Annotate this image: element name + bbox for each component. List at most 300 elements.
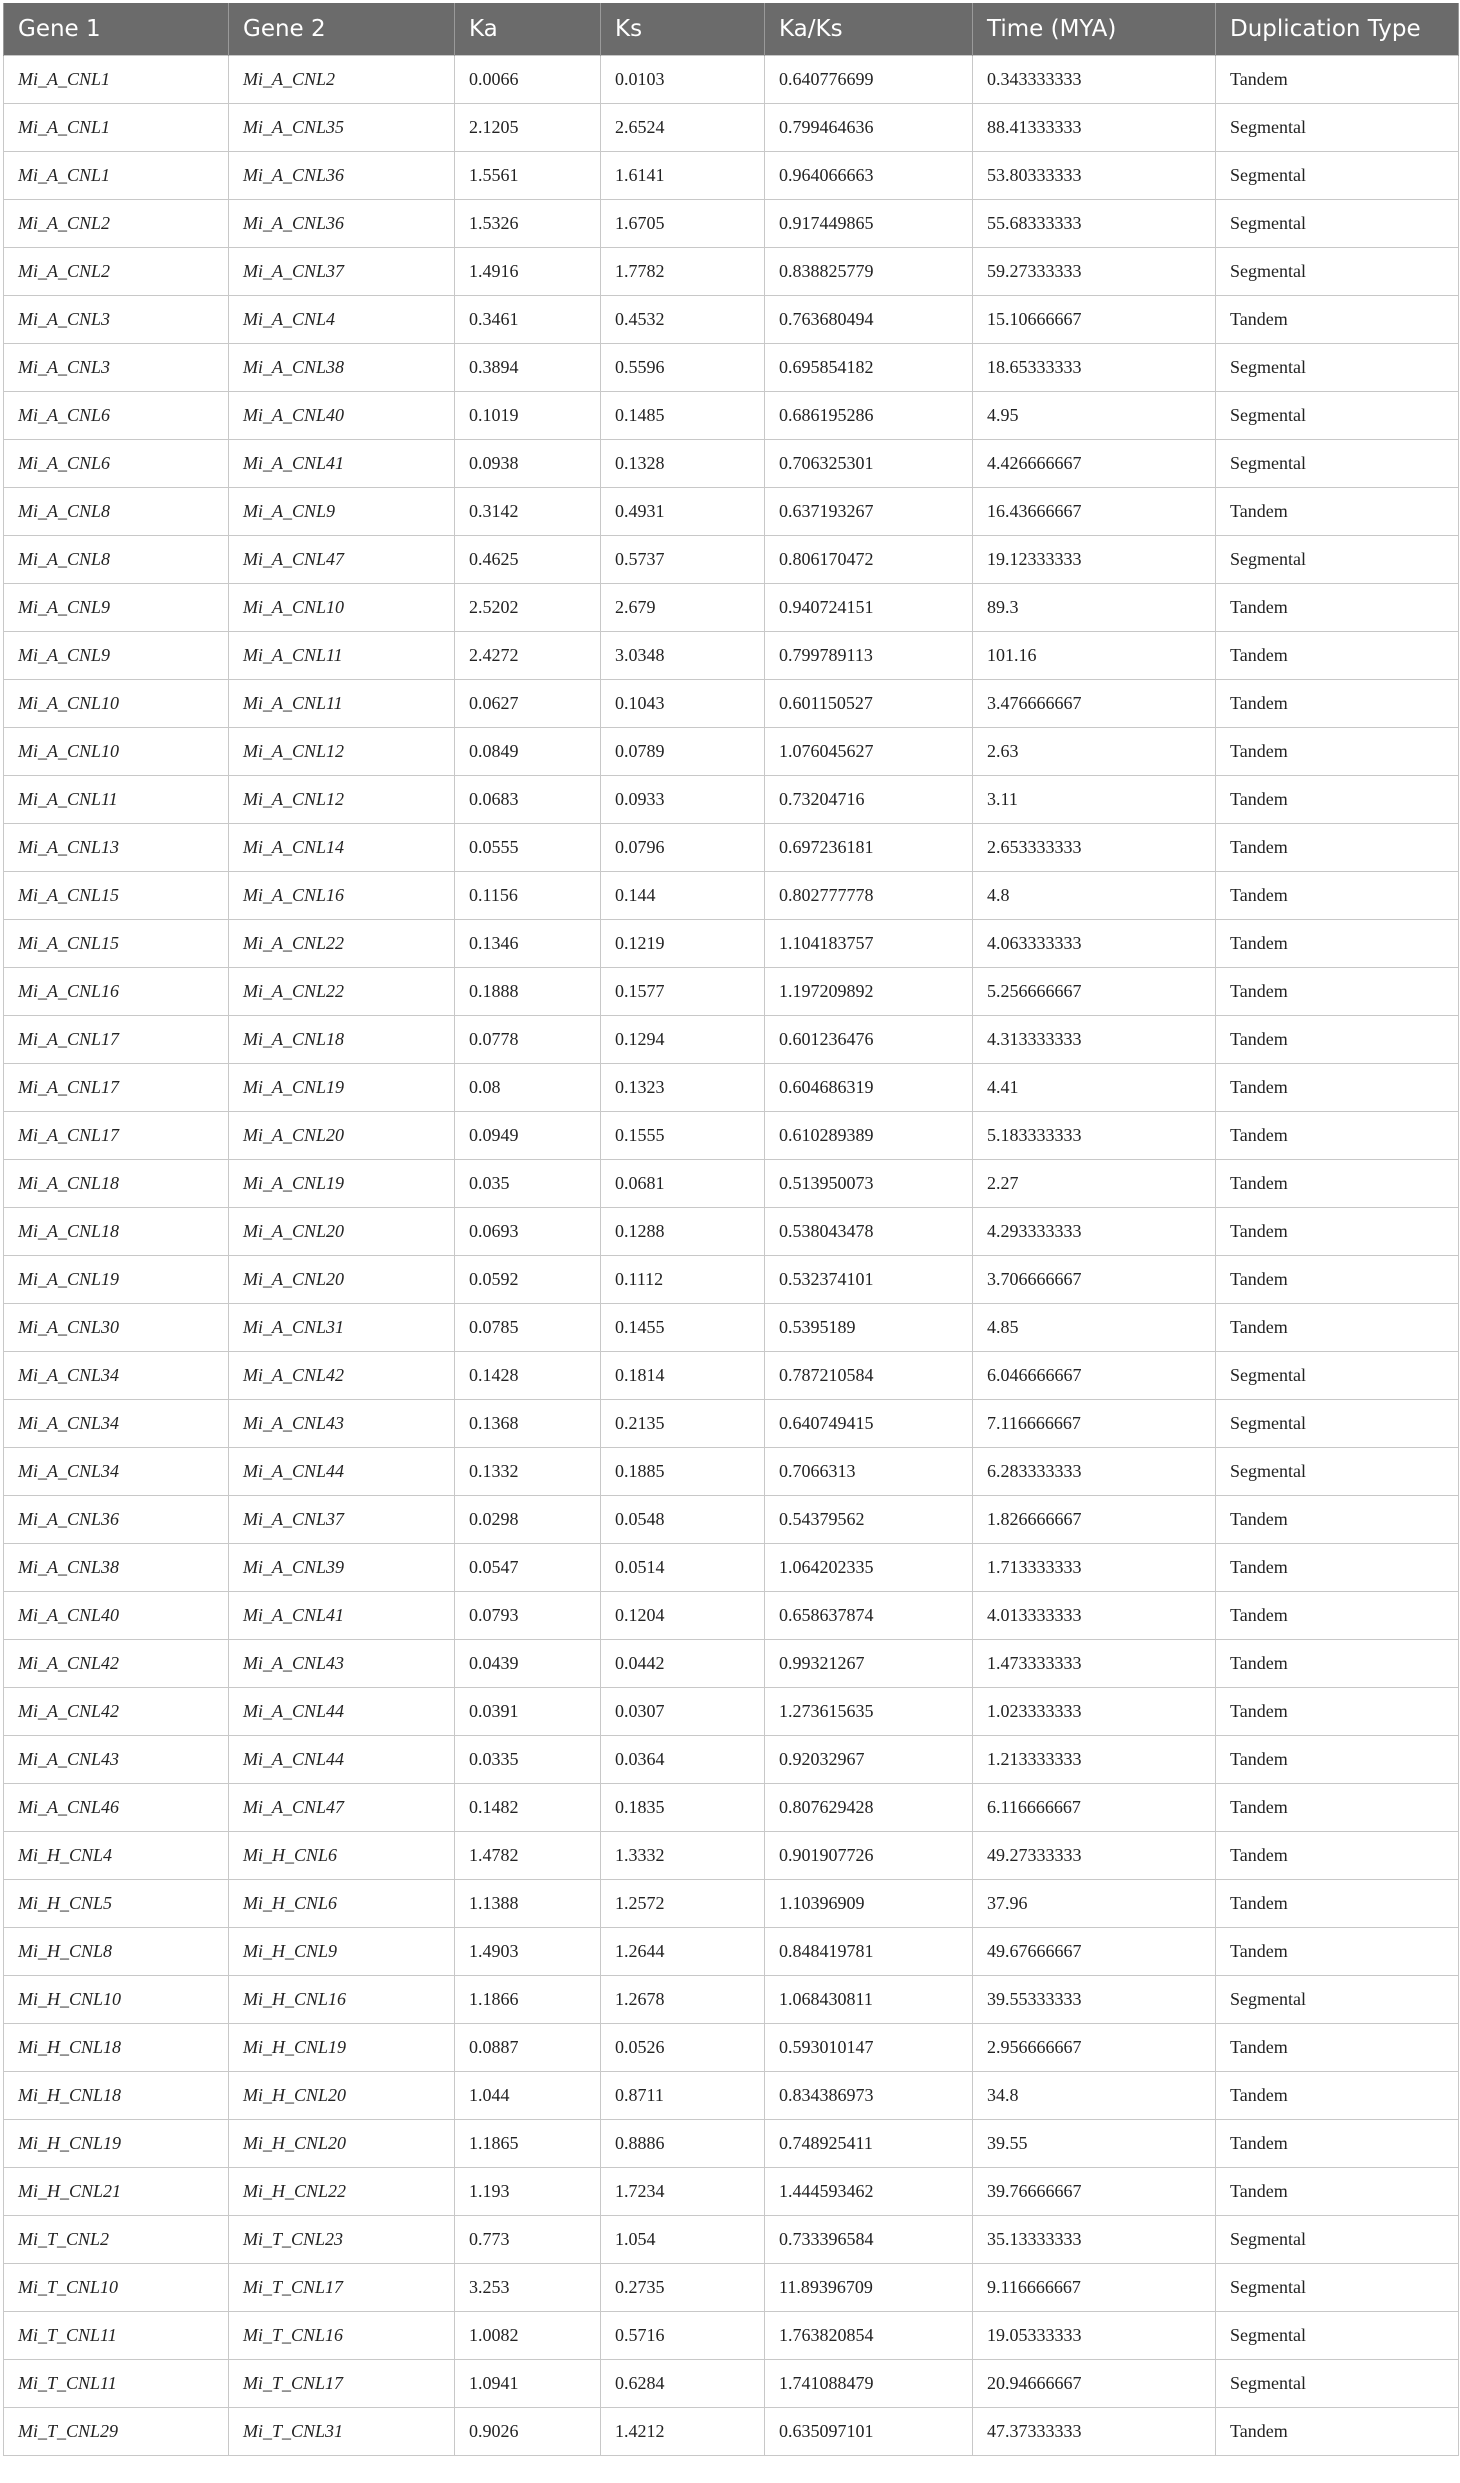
- time-cell: 3.706666667: [973, 1255, 1216, 1303]
- time-cell: 7.116666667: [973, 1399, 1216, 1447]
- gene-2-cell: Mi_H_CNL20: [229, 2071, 455, 2119]
- ks-cell: 0.0526: [601, 2023, 765, 2071]
- ka-ks-cell: 0.92032967: [765, 1735, 973, 1783]
- table-row: [4, 1015, 1459, 1063]
- table-row: [4, 2311, 1459, 2359]
- ka-cell: 3.253: [455, 2263, 601, 2311]
- table-row: [4, 1447, 1459, 1495]
- table-row: [4, 823, 1459, 871]
- time-cell: 53.80333333: [973, 151, 1216, 199]
- duplication-type-cell: Tandem: [1216, 1927, 1459, 1975]
- gene-1-cell: Mi_A_CNL16: [4, 967, 229, 1015]
- time-cell: 19.12333333: [973, 535, 1216, 583]
- duplication-type-cell: Segmental: [1216, 1399, 1459, 1447]
- time-cell: 6.116666667: [973, 1783, 1216, 1831]
- ka-cell: 0.1428: [455, 1351, 601, 1399]
- ka-ks-cell: 0.686195286: [765, 391, 973, 439]
- ks-cell: 0.5716: [601, 2311, 765, 2359]
- duplication-type-cell: Tandem: [1216, 1063, 1459, 1111]
- ks-cell: 1.6705: [601, 199, 765, 247]
- ka-cell: 1.4916: [455, 247, 601, 295]
- gene-1-cell: Mi_A_CNL9: [4, 631, 229, 679]
- duplication-type-cell: Tandem: [1216, 1159, 1459, 1207]
- time-cell: 16.43666667: [973, 487, 1216, 535]
- ka-cell: 0.0778: [455, 1015, 601, 1063]
- table-row: [4, 1735, 1459, 1783]
- time-cell: 34.8: [973, 2071, 1216, 2119]
- ka-cell: 0.0335: [455, 1735, 601, 1783]
- ka-ks-cell: 0.658637874: [765, 1591, 973, 1639]
- table-row: [4, 1207, 1459, 1255]
- ks-cell: 1.2644: [601, 1927, 765, 1975]
- time-cell: 39.55333333: [973, 1975, 1216, 2023]
- ks-cell: 0.2135: [601, 1399, 765, 1447]
- ka-cell: 0.0592: [455, 1255, 601, 1303]
- gene-duplication-table: [3, 3, 1459, 2456]
- ka-cell: 0.0391: [455, 1687, 601, 1735]
- ka-cell: 1.193: [455, 2167, 601, 2215]
- ka-ks-cell: 0.637193267: [765, 487, 973, 535]
- table-row: [4, 1159, 1459, 1207]
- time-cell: 6.283333333: [973, 1447, 1216, 1495]
- duplication-type-cell: Tandem: [1216, 919, 1459, 967]
- table-row: [4, 2071, 1459, 2119]
- time-cell: 4.013333333: [973, 1591, 1216, 1639]
- ka-ks-cell: 0.695854182: [765, 343, 973, 391]
- gene-2-cell: Mi_H_CNL9: [229, 1927, 455, 1975]
- gene-1-cell: Mi_A_CNL1: [4, 151, 229, 199]
- time-cell: 35.13333333: [973, 2215, 1216, 2263]
- ka-ks-cell: 0.807629428: [765, 1783, 973, 1831]
- gene-2-cell: Mi_A_CNL12: [229, 727, 455, 775]
- duplication-type-cell: Segmental: [1216, 151, 1459, 199]
- column-header-time: Time (MYA): [973, 3, 1216, 55]
- gene-2-cell: Mi_T_CNL17: [229, 2359, 455, 2407]
- gene-2-cell: Mi_T_CNL17: [229, 2263, 455, 2311]
- duplication-type-cell: Tandem: [1216, 1207, 1459, 1255]
- ks-cell: 0.1043: [601, 679, 765, 727]
- time-cell: 5.256666667: [973, 967, 1216, 1015]
- gene-2-cell: Mi_A_CNL44: [229, 1447, 455, 1495]
- ka-cell: 0.3894: [455, 343, 601, 391]
- gene-1-cell: Mi_A_CNL34: [4, 1351, 229, 1399]
- ka-ks-cell: 0.706325301: [765, 439, 973, 487]
- gene-1-cell: Mi_A_CNL19: [4, 1255, 229, 1303]
- table-row: [4, 1591, 1459, 1639]
- duplication-type-cell: Segmental: [1216, 2359, 1459, 2407]
- gene-2-cell: Mi_A_CNL39: [229, 1543, 455, 1591]
- ka-ks-cell: 1.741088479: [765, 2359, 973, 2407]
- table-row: [4, 2407, 1459, 2455]
- gene-1-cell: Mi_T_CNL2: [4, 2215, 229, 2263]
- gene-1-cell: Mi_A_CNL2: [4, 199, 229, 247]
- ka-ks-cell: 1.104183757: [765, 919, 973, 967]
- gene-2-cell: Mi_A_CNL4: [229, 295, 455, 343]
- table-row: [4, 103, 1459, 151]
- duplication-type-cell: Tandem: [1216, 1303, 1459, 1351]
- ka-cell: 0.1346: [455, 919, 601, 967]
- ks-cell: 0.1455: [601, 1303, 765, 1351]
- table-row: [4, 1687, 1459, 1735]
- table-row: [4, 679, 1459, 727]
- duplication-type-cell: Segmental: [1216, 535, 1459, 583]
- ks-cell: 3.0348: [601, 631, 765, 679]
- ka-cell: 0.08: [455, 1063, 601, 1111]
- time-cell: 4.8: [973, 871, 1216, 919]
- ka-cell: 1.5561: [455, 151, 601, 199]
- ks-cell: 0.0103: [601, 55, 765, 103]
- column-header-ka: Ka: [455, 3, 601, 55]
- ka-ks-cell: 0.917449865: [765, 199, 973, 247]
- ks-cell: 1.6141: [601, 151, 765, 199]
- gene-1-cell: Mi_A_CNL18: [4, 1207, 229, 1255]
- gene-2-cell: Mi_A_CNL20: [229, 1111, 455, 1159]
- table-row: [4, 775, 1459, 823]
- gene-1-cell: Mi_A_CNL40: [4, 1591, 229, 1639]
- gene-2-cell: Mi_T_CNL31: [229, 2407, 455, 2455]
- ka-cell: 0.0793: [455, 1591, 601, 1639]
- ks-cell: 0.4931: [601, 487, 765, 535]
- table-row: [4, 1399, 1459, 1447]
- gene-1-cell: Mi_T_CNL10: [4, 2263, 229, 2311]
- gene-1-cell: Mi_A_CNL13: [4, 823, 229, 871]
- gene-2-cell: Mi_A_CNL41: [229, 439, 455, 487]
- ka-ks-cell: 0.73204716: [765, 775, 973, 823]
- time-cell: 4.313333333: [973, 1015, 1216, 1063]
- table-body: [4, 55, 1459, 2455]
- ka-cell: 0.0785: [455, 1303, 601, 1351]
- time-cell: 4.063333333: [973, 919, 1216, 967]
- ka-ks-cell: 0.964066663: [765, 151, 973, 199]
- ka-ks-cell: 0.838825779: [765, 247, 973, 295]
- duplication-type-cell: Tandem: [1216, 1687, 1459, 1735]
- ka-cell: 1.1866: [455, 1975, 601, 2023]
- table-row: [4, 2119, 1459, 2167]
- ka-cell: 0.0683: [455, 775, 601, 823]
- time-cell: 18.65333333: [973, 343, 1216, 391]
- ka-ks-cell: 0.802777778: [765, 871, 973, 919]
- ka-ks-cell: 1.273615635: [765, 1687, 973, 1735]
- ka-ks-cell: 1.076045627: [765, 727, 973, 775]
- table-row: [4, 967, 1459, 1015]
- gene-1-cell: Mi_A_CNL2: [4, 247, 229, 295]
- ka-cell: 1.0082: [455, 2311, 601, 2359]
- gene-2-cell: Mi_A_CNL41: [229, 1591, 455, 1639]
- column-header-duplication-type: Duplication Type: [1216, 3, 1459, 55]
- table-row: [4, 2215, 1459, 2263]
- duplication-table-container: [3, 3, 1458, 2456]
- gene-1-cell: Mi_A_CNL6: [4, 391, 229, 439]
- table-row: [4, 2023, 1459, 2071]
- gene-1-cell: Mi_A_CNL9: [4, 583, 229, 631]
- gene-1-cell: Mi_A_CNL17: [4, 1111, 229, 1159]
- time-cell: 4.41: [973, 1063, 1216, 1111]
- duplication-type-cell: Tandem: [1216, 1735, 1459, 1783]
- gene-2-cell: Mi_A_CNL22: [229, 967, 455, 1015]
- duplication-type-cell: Segmental: [1216, 439, 1459, 487]
- ka-cell: 0.1332: [455, 1447, 601, 1495]
- duplication-type-cell: Tandem: [1216, 1591, 1459, 1639]
- time-cell: 39.55: [973, 2119, 1216, 2167]
- time-cell: 9.116666667: [973, 2263, 1216, 2311]
- ka-ks-cell: 0.901907726: [765, 1831, 973, 1879]
- time-cell: 49.67666667: [973, 1927, 1216, 1975]
- ka-cell: 0.3142: [455, 487, 601, 535]
- time-cell: 88.41333333: [973, 103, 1216, 151]
- table-header: [4, 3, 1459, 55]
- ka-cell: 1.1865: [455, 2119, 601, 2167]
- table-row: [4, 1783, 1459, 1831]
- gene-2-cell: Mi_A_CNL22: [229, 919, 455, 967]
- time-cell: 19.05333333: [973, 2311, 1216, 2359]
- ks-cell: 0.5737: [601, 535, 765, 583]
- gene-2-cell: Mi_A_CNL42: [229, 1351, 455, 1399]
- ka-cell: 1.0941: [455, 2359, 601, 2407]
- ks-cell: 0.144: [601, 871, 765, 919]
- time-cell: 4.95: [973, 391, 1216, 439]
- gene-2-cell: Mi_H_CNL6: [229, 1831, 455, 1879]
- time-cell: 15.10666667: [973, 295, 1216, 343]
- ka-cell: 0.1156: [455, 871, 601, 919]
- table-row: [4, 1111, 1459, 1159]
- duplication-type-cell: Segmental: [1216, 2311, 1459, 2359]
- gene-2-cell: Mi_A_CNL14: [229, 823, 455, 871]
- ka-ks-cell: 0.635097101: [765, 2407, 973, 2455]
- ka-ks-cell: 11.89396709: [765, 2263, 973, 2311]
- gene-2-cell: Mi_A_CNL11: [229, 679, 455, 727]
- duplication-type-cell: Tandem: [1216, 1255, 1459, 1303]
- ka-cell: 0.0949: [455, 1111, 601, 1159]
- table-row: [4, 631, 1459, 679]
- duplication-type-cell: Tandem: [1216, 1543, 1459, 1591]
- gene-2-cell: Mi_A_CNL36: [229, 199, 455, 247]
- duplication-type-cell: Tandem: [1216, 295, 1459, 343]
- ka-cell: 0.1482: [455, 1783, 601, 1831]
- ks-cell: 0.1555: [601, 1111, 765, 1159]
- gene-2-cell: Mi_A_CNL35: [229, 103, 455, 151]
- table-row: [4, 919, 1459, 967]
- ka-cell: 0.0066: [455, 55, 601, 103]
- ka-cell: 2.1205: [455, 103, 601, 151]
- time-cell: 47.37333333: [973, 2407, 1216, 2455]
- duplication-type-cell: Tandem: [1216, 631, 1459, 679]
- gene-2-cell: Mi_H_CNL22: [229, 2167, 455, 2215]
- duplication-type-cell: Tandem: [1216, 1639, 1459, 1687]
- gene-2-cell: Mi_T_CNL16: [229, 2311, 455, 2359]
- table-row: [4, 2263, 1459, 2311]
- gene-1-cell: Mi_A_CNL11: [4, 775, 229, 823]
- ks-cell: 0.1328: [601, 439, 765, 487]
- gene-1-cell: Mi_H_CNL5: [4, 1879, 229, 1927]
- time-cell: 6.046666667: [973, 1351, 1216, 1399]
- gene-1-cell: Mi_A_CNL10: [4, 679, 229, 727]
- ks-cell: 1.2678: [601, 1975, 765, 2023]
- gene-2-cell: Mi_A_CNL12: [229, 775, 455, 823]
- ks-cell: 0.1323: [601, 1063, 765, 1111]
- gene-2-cell: Mi_H_CNL20: [229, 2119, 455, 2167]
- time-cell: 2.63: [973, 727, 1216, 775]
- gene-1-cell: Mi_H_CNL18: [4, 2023, 229, 2071]
- duplication-type-cell: Segmental: [1216, 1975, 1459, 2023]
- duplication-type-cell: Segmental: [1216, 103, 1459, 151]
- ka-cell: 0.0555: [455, 823, 601, 871]
- ka-ks-cell: 0.834386973: [765, 2071, 973, 2119]
- duplication-type-cell: Tandem: [1216, 1495, 1459, 1543]
- ka-cell: 0.0693: [455, 1207, 601, 1255]
- gene-1-cell: Mi_T_CNL11: [4, 2359, 229, 2407]
- duplication-type-cell: Tandem: [1216, 1783, 1459, 1831]
- table-row: [4, 1927, 1459, 1975]
- gene-2-cell: Mi_A_CNL47: [229, 535, 455, 583]
- ka-ks-cell: 0.799789113: [765, 631, 973, 679]
- ka-cell: 0.4625: [455, 535, 601, 583]
- ka-ks-cell: 0.99321267: [765, 1639, 973, 1687]
- ka-ks-cell: 0.787210584: [765, 1351, 973, 1399]
- time-cell: 1.473333333: [973, 1639, 1216, 1687]
- gene-1-cell: Mi_H_CNL19: [4, 2119, 229, 2167]
- gene-2-cell: Mi_A_CNL37: [229, 247, 455, 295]
- duplication-type-cell: Tandem: [1216, 727, 1459, 775]
- ks-cell: 0.0933: [601, 775, 765, 823]
- ka-ks-cell: 0.538043478: [765, 1207, 973, 1255]
- ka-cell: 0.0298: [455, 1495, 601, 1543]
- ka-cell: 0.1368: [455, 1399, 601, 1447]
- ka-cell: 1.4782: [455, 1831, 601, 1879]
- ka-cell: 0.0439: [455, 1639, 601, 1687]
- duplication-type-cell: Tandem: [1216, 2119, 1459, 2167]
- ks-cell: 0.1814: [601, 1351, 765, 1399]
- ka-ks-cell: 0.604686319: [765, 1063, 973, 1111]
- time-cell: 4.293333333: [973, 1207, 1216, 1255]
- gene-2-cell: Mi_A_CNL20: [229, 1255, 455, 1303]
- gene-2-cell: Mi_A_CNL37: [229, 1495, 455, 1543]
- gene-2-cell: Mi_A_CNL38: [229, 343, 455, 391]
- table-row: [4, 295, 1459, 343]
- time-cell: 1.023333333: [973, 1687, 1216, 1735]
- duplication-type-cell: Tandem: [1216, 2071, 1459, 2119]
- table-row: [4, 1303, 1459, 1351]
- ka-cell: 0.9026: [455, 2407, 601, 2455]
- gene-2-cell: Mi_T_CNL23: [229, 2215, 455, 2263]
- table-row: [4, 487, 1459, 535]
- time-cell: 3.476666667: [973, 679, 1216, 727]
- gene-1-cell: Mi_A_CNL18: [4, 1159, 229, 1207]
- ka-cell: 1.044: [455, 2071, 601, 2119]
- gene-1-cell: Mi_A_CNL8: [4, 487, 229, 535]
- ks-cell: 0.1112: [601, 1255, 765, 1303]
- ks-cell: 0.0789: [601, 727, 765, 775]
- gene-2-cell: Mi_A_CNL40: [229, 391, 455, 439]
- gene-2-cell: Mi_A_CNL16: [229, 871, 455, 919]
- table-row: [4, 1831, 1459, 1879]
- ka-cell: 2.4272: [455, 631, 601, 679]
- table-row: [4, 343, 1459, 391]
- gene-1-cell: Mi_H_CNL18: [4, 2071, 229, 2119]
- gene-2-cell: Mi_H_CNL6: [229, 1879, 455, 1927]
- table-row: [4, 1639, 1459, 1687]
- duplication-type-cell: Tandem: [1216, 1015, 1459, 1063]
- table-row: [4, 55, 1459, 103]
- duplication-type-cell: Segmental: [1216, 247, 1459, 295]
- ks-cell: 0.4532: [601, 295, 765, 343]
- duplication-type-cell: Tandem: [1216, 583, 1459, 631]
- time-cell: 20.94666667: [973, 2359, 1216, 2407]
- ka-cell: 0.1019: [455, 391, 601, 439]
- ks-cell: 0.0364: [601, 1735, 765, 1783]
- gene-1-cell: Mi_A_CNL1: [4, 55, 229, 103]
- duplication-type-cell: Tandem: [1216, 871, 1459, 919]
- gene-2-cell: Mi_A_CNL19: [229, 1063, 455, 1111]
- gene-1-cell: Mi_A_CNL42: [4, 1639, 229, 1687]
- gene-1-cell: Mi_A_CNL3: [4, 343, 229, 391]
- table-row: [4, 1255, 1459, 1303]
- gene-1-cell: Mi_A_CNL15: [4, 871, 229, 919]
- ks-cell: 0.1288: [601, 1207, 765, 1255]
- table-row: [4, 1063, 1459, 1111]
- ks-cell: 1.4212: [601, 2407, 765, 2455]
- header-row: [4, 3, 1459, 55]
- ka-ks-cell: 0.748925411: [765, 2119, 973, 2167]
- time-cell: 2.956666667: [973, 2023, 1216, 2071]
- time-cell: 101.16: [973, 631, 1216, 679]
- ks-cell: 1.3332: [601, 1831, 765, 1879]
- ka-ks-cell: 0.5395189: [765, 1303, 973, 1351]
- ks-cell: 0.8886: [601, 2119, 765, 2167]
- ka-ks-cell: 1.068430811: [765, 1975, 973, 2023]
- table-row: [4, 391, 1459, 439]
- ks-cell: 1.7234: [601, 2167, 765, 2215]
- ka-ks-cell: 0.697236181: [765, 823, 973, 871]
- gene-2-cell: Mi_A_CNL44: [229, 1687, 455, 1735]
- ks-cell: 1.054: [601, 2215, 765, 2263]
- time-cell: 37.96: [973, 1879, 1216, 1927]
- table-row: [4, 199, 1459, 247]
- ka-ks-cell: 0.763680494: [765, 295, 973, 343]
- ks-cell: 1.7782: [601, 247, 765, 295]
- gene-2-cell: Mi_A_CNL20: [229, 1207, 455, 1255]
- table-row: [4, 1351, 1459, 1399]
- ka-ks-cell: 1.444593462: [765, 2167, 973, 2215]
- ka-ks-cell: 0.513950073: [765, 1159, 973, 1207]
- table-row: [4, 439, 1459, 487]
- ka-ks-cell: 0.54379562: [765, 1495, 973, 1543]
- gene-1-cell: Mi_T_CNL29: [4, 2407, 229, 2455]
- time-cell: 2.653333333: [973, 823, 1216, 871]
- duplication-type-cell: Segmental: [1216, 391, 1459, 439]
- ks-cell: 2.6524: [601, 103, 765, 151]
- ka-ks-cell: 0.806170472: [765, 535, 973, 583]
- ks-cell: 0.0514: [601, 1543, 765, 1591]
- duplication-type-cell: Segmental: [1216, 2215, 1459, 2263]
- gene-2-cell: Mi_A_CNL10: [229, 583, 455, 631]
- gene-2-cell: Mi_A_CNL43: [229, 1399, 455, 1447]
- gene-1-cell: Mi_A_CNL10: [4, 727, 229, 775]
- gene-1-cell: Mi_T_CNL11: [4, 2311, 229, 2359]
- table-row: [4, 1543, 1459, 1591]
- time-cell: 39.76666667: [973, 2167, 1216, 2215]
- gene-2-cell: Mi_A_CNL36: [229, 151, 455, 199]
- duplication-type-cell: Tandem: [1216, 55, 1459, 103]
- table-row: [4, 583, 1459, 631]
- table-row: [4, 1879, 1459, 1927]
- ka-ks-cell: 0.733396584: [765, 2215, 973, 2263]
- time-cell: 89.3: [973, 583, 1216, 631]
- duplication-type-cell: Tandem: [1216, 1111, 1459, 1159]
- time-cell: 2.27: [973, 1159, 1216, 1207]
- ka-cell: 0.773: [455, 2215, 601, 2263]
- duplication-type-cell: Segmental: [1216, 1447, 1459, 1495]
- ks-cell: 0.0796: [601, 823, 765, 871]
